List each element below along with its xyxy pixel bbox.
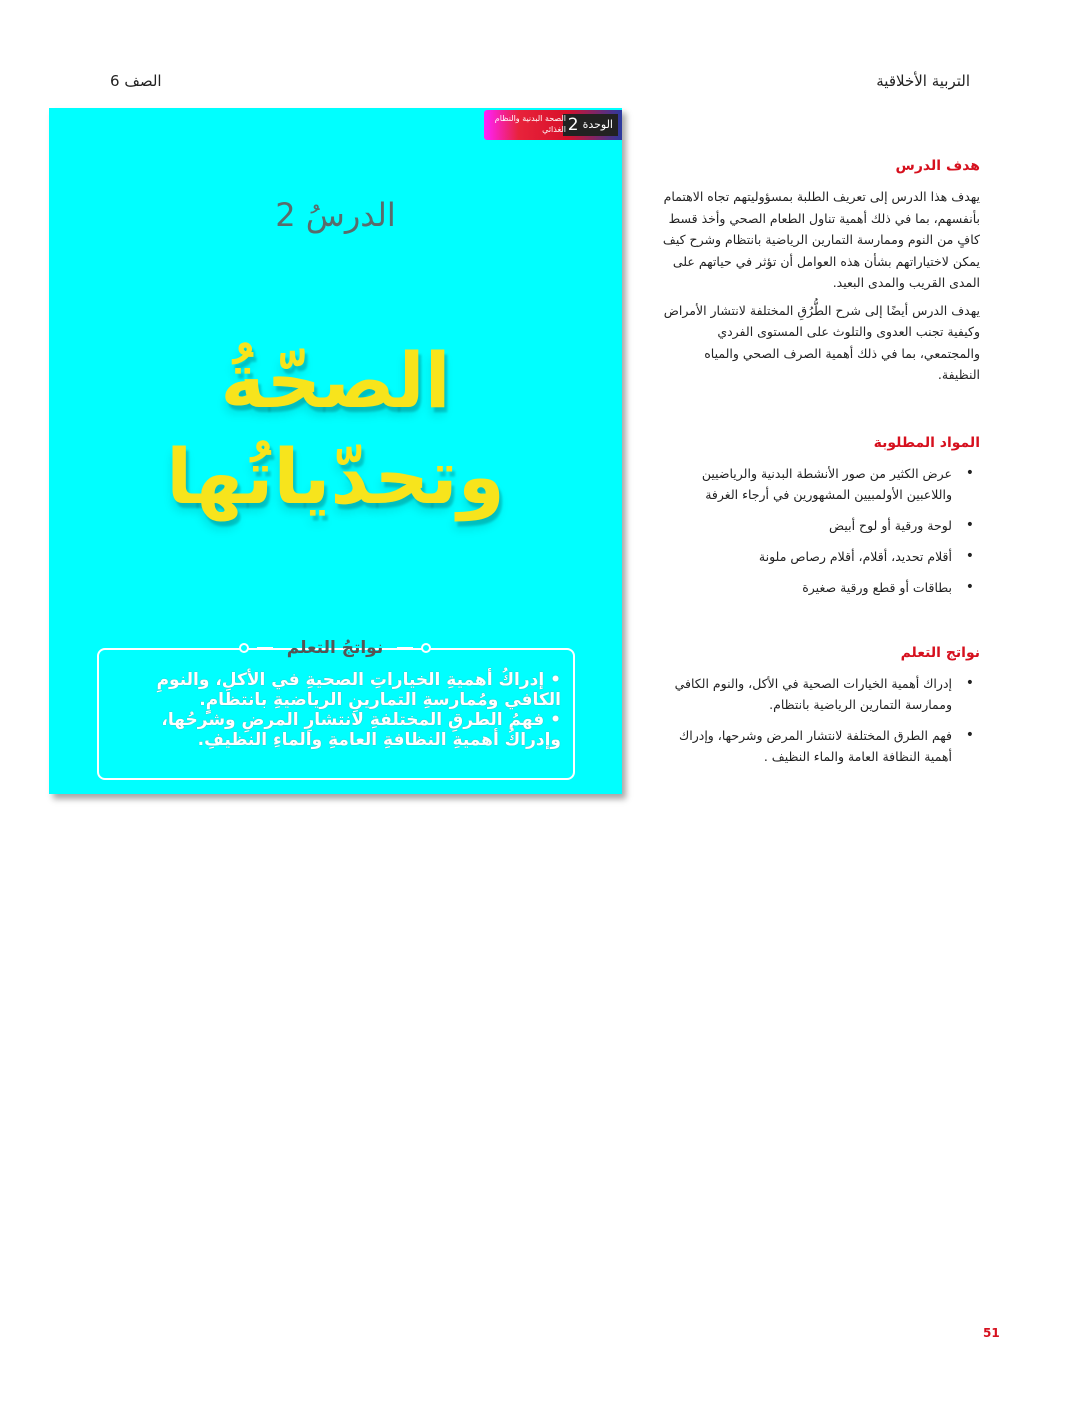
list-item: • فهم الطرق المختلفة لانتشار المرض وشرحها، وإدراك أهمية النظافة العامة والماء النظيف .	[660, 725, 980, 767]
unit-badge	[563, 114, 618, 136]
unit-tab	[484, 110, 622, 140]
materials-section	[660, 435, 980, 608]
unit-name: الصحة البدنية والنظام الغذائي	[494, 114, 566, 134]
list-item: • بطاقات أو قطع ورقية صغيرة	[660, 577, 980, 598]
ornament-line-right	[397, 647, 413, 649]
materials-list	[660, 463, 980, 598]
cover-outcome-item: • فهمُ الطرقِ المختلفةِ لانتشارِ المرضِ وشرحُها، وإدراكُ أهميةِ النظافةِ العامةِ والماءِ النظيفِ.	[161, 710, 561, 750]
cover-title-line2: وتحدّياتُها	[166, 432, 505, 521]
lesson-number: الدرسُ 2	[275, 196, 396, 234]
goal-section	[660, 158, 980, 386]
cover-outcome-item: • إدراكُ أهميةِ الخياراتِ الصحيةِ في الأكلِ، والنومِ الكافي ومُمارسةِ التمارينِ الرياضيةِ بانتظامٍ.	[156, 670, 561, 710]
goal-paragraph-2: يهدف الدرس أيضًا إلى شرح الطُّرُقِ المختلفة لانتشار الأمراض وكيفية تجنب العدوى والتلوث على المستوى الفردي والمجتمعي، بما في ذلك أهمية الصرف الصحي والمياه النظيفة.	[663, 302, 980, 382]
outcomes-section	[660, 645, 980, 777]
ornament-dot-left	[239, 643, 249, 653]
outcomes-title: نواتج التعلم	[900, 645, 980, 661]
cover-outcomes-list	[111, 670, 561, 750]
page-number: 51	[983, 1326, 1000, 1340]
ornament-line-left	[257, 647, 273, 649]
ornament-dot-right	[421, 643, 431, 653]
subject-header: التربية الأخلاقية	[876, 72, 970, 90]
list-item: • عرض الكثير من صور الأنشطة البدنية والرياضيين واللاعبين الأولمبيين المشهورين في أرجاء الغرفة	[660, 463, 980, 505]
outcomes-box-heading	[239, 635, 431, 661]
materials-title: المواد المطلوبة	[873, 435, 980, 451]
list-item: • أقلام تحديد، أقلام، أقلام رصاص ملونة	[660, 546, 980, 567]
cover-title-line1: الصحّةُ	[220, 336, 451, 425]
list-item: • إدراك أهمية الخيارات الصحية في الأكل، والنوم الكافي وممارسة التمارين الرياضية بانتظام.	[660, 673, 980, 715]
grade-header: الصف 6	[110, 72, 162, 90]
outcomes-box-title: نواتجُ التعلم	[286, 638, 384, 658]
cover-title	[49, 333, 622, 525]
outcomes-list	[660, 673, 980, 767]
goal-paragraph-1: يهدف هذا الدرس إلى تعريف الطلبة بمسؤوليتهم تجاه الاهتمام بأنفسهم، بما في ذلك أهمية تناول الطعام الصحي وأخذ قسط كافٍ من النوم وممارسة التمارين الرياضية بانتظام وشرح كيف يمكن لاختياراتهم بشأن هذه العوامل أن تؤثر في حياتهم على المدى القريب والمدى البعيد.	[662, 189, 980, 290]
unit-number: 2	[567, 115, 579, 135]
goal-title: هدف الدرس	[895, 158, 980, 174]
list-item: • لوحة ورقية أو لوح أبيض	[660, 515, 980, 536]
lesson-cover	[49, 108, 622, 794]
unit-label: الوحدة	[582, 118, 613, 131]
